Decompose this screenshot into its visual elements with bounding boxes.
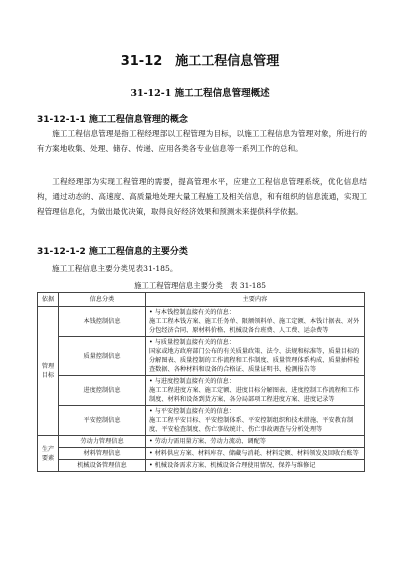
row-content: [146, 436, 365, 448]
content-lead: • 与平安控制直接有关的信息：: [149, 408, 236, 415]
header-basis: 依据: [38, 293, 59, 307]
content-detail: 施工工程本钱方案、施工任务单、限额领料单、施工定额、本钱计据表、对外分包经济合同、原材料价格、机械设备台班费、人工费、运杂费等: [149, 318, 360, 334]
chapter-title: 31-12 施工工程信息管理: [120, 54, 280, 69]
content-detail: 施工工程平安目标、平安控制体系、平安控制组织和技术措施、平安教育制度、平安检查制度、伤亡事故统计、伤亡事故调查与分析处理等: [149, 417, 354, 433]
intro-line: 施工工程信息主要分类见表31-185。: [52, 264, 178, 273]
table-row: [38, 307, 365, 337]
content-lead: • 劳动力需用量方案、劳动力流动、调配等: [149, 438, 266, 445]
row-content: [146, 460, 365, 472]
section-subtitle: 31-12-1 施工工程信息管理概述: [130, 88, 270, 99]
row-name: 机械设备管理信息: [59, 460, 146, 472]
content-lead: • 材料供应方案、材料库存、储藏与消耗、材料定额、材料领发及回收台账等: [149, 450, 359, 457]
row-name: 劳动力管理信息: [59, 436, 146, 448]
group-label-management: 管理目标: [38, 307, 59, 436]
table-row: [38, 460, 365, 472]
table-row: [38, 376, 365, 406]
paragraph-concept: 施工工程信息管理是指工程经理部以工程管理为目标，以施工工程信息为管理对象，所进行的有方案地收集、处理、储存、传递、应用各类各专业信息等一系列工作的总和。: [37, 129, 367, 153]
row-content: [146, 307, 365, 337]
row-content: [146, 337, 365, 376]
table-row: [38, 436, 365, 448]
table-row: [38, 448, 365, 460]
row-name: 质量控制信息: [59, 337, 146, 376]
section-heading-classification: 31-12-1-2 施工工程信息的主要分类: [37, 247, 188, 257]
content-lead: • 与质量控制直接有关的信息：: [149, 339, 236, 346]
table-row: [38, 406, 365, 436]
row-content: [146, 406, 365, 436]
content-lead: • 与本钱控制直接有关的信息：: [149, 309, 236, 316]
section-heading-concept: 31-12-1-1 施工工程信息管理的概念: [37, 115, 188, 125]
info-classification-table: [37, 292, 365, 472]
content-lead: • 机械设备需求方案、机械设备合理使用情况、保养与维修记: [149, 462, 316, 469]
header-category: 信息分类: [59, 293, 146, 307]
content-detail: 国家或地方政府部门公布的有关质量政策、法令、法规和标准等，质量目标的分解图表、质量控制的工作流程和工作制度、质量管理体系构成、质量抽样检查数据、各种材料和设备的合格证、质量证明书、检测报告等: [149, 348, 360, 373]
row-content: [146, 376, 365, 406]
group-label-production: 生产要素: [38, 436, 59, 472]
row-name: 进度控制信息: [59, 376, 146, 406]
row-name: 平安控制信息: [59, 406, 146, 436]
table-row: [38, 337, 365, 376]
table-caption: 施工工程管理信息主要分类 表 31-185: [134, 281, 266, 290]
table-header-row: [38, 293, 365, 307]
content-detail: 施工工程进度方案、施工定额、进度目标分解图表、进度控制工作流程和工作制度、材料和设备到货方案、各分局部项工程进度方案、进度记录等: [149, 387, 360, 403]
paragraph-system: 工程经理部为实现工程管理的需要，提高管理水平，应建立工程信息管理系统，优化信息结构，通过动态的、高速度、高质量地处理大量工程施工及相关信息，和有组织的信息流通，实现工程管理信息化，为做出最优决策，取得良好经济效果和预测未来提供科学依据。: [37, 177, 367, 216]
content-lead: • 与进度控制直接有关的信息：: [149, 378, 236, 385]
header-content: 主要内容: [146, 293, 365, 307]
row-name: 本钱控制信息: [59, 307, 146, 337]
row-name: 材料管理信息: [59, 448, 146, 460]
row-content: [146, 448, 365, 460]
